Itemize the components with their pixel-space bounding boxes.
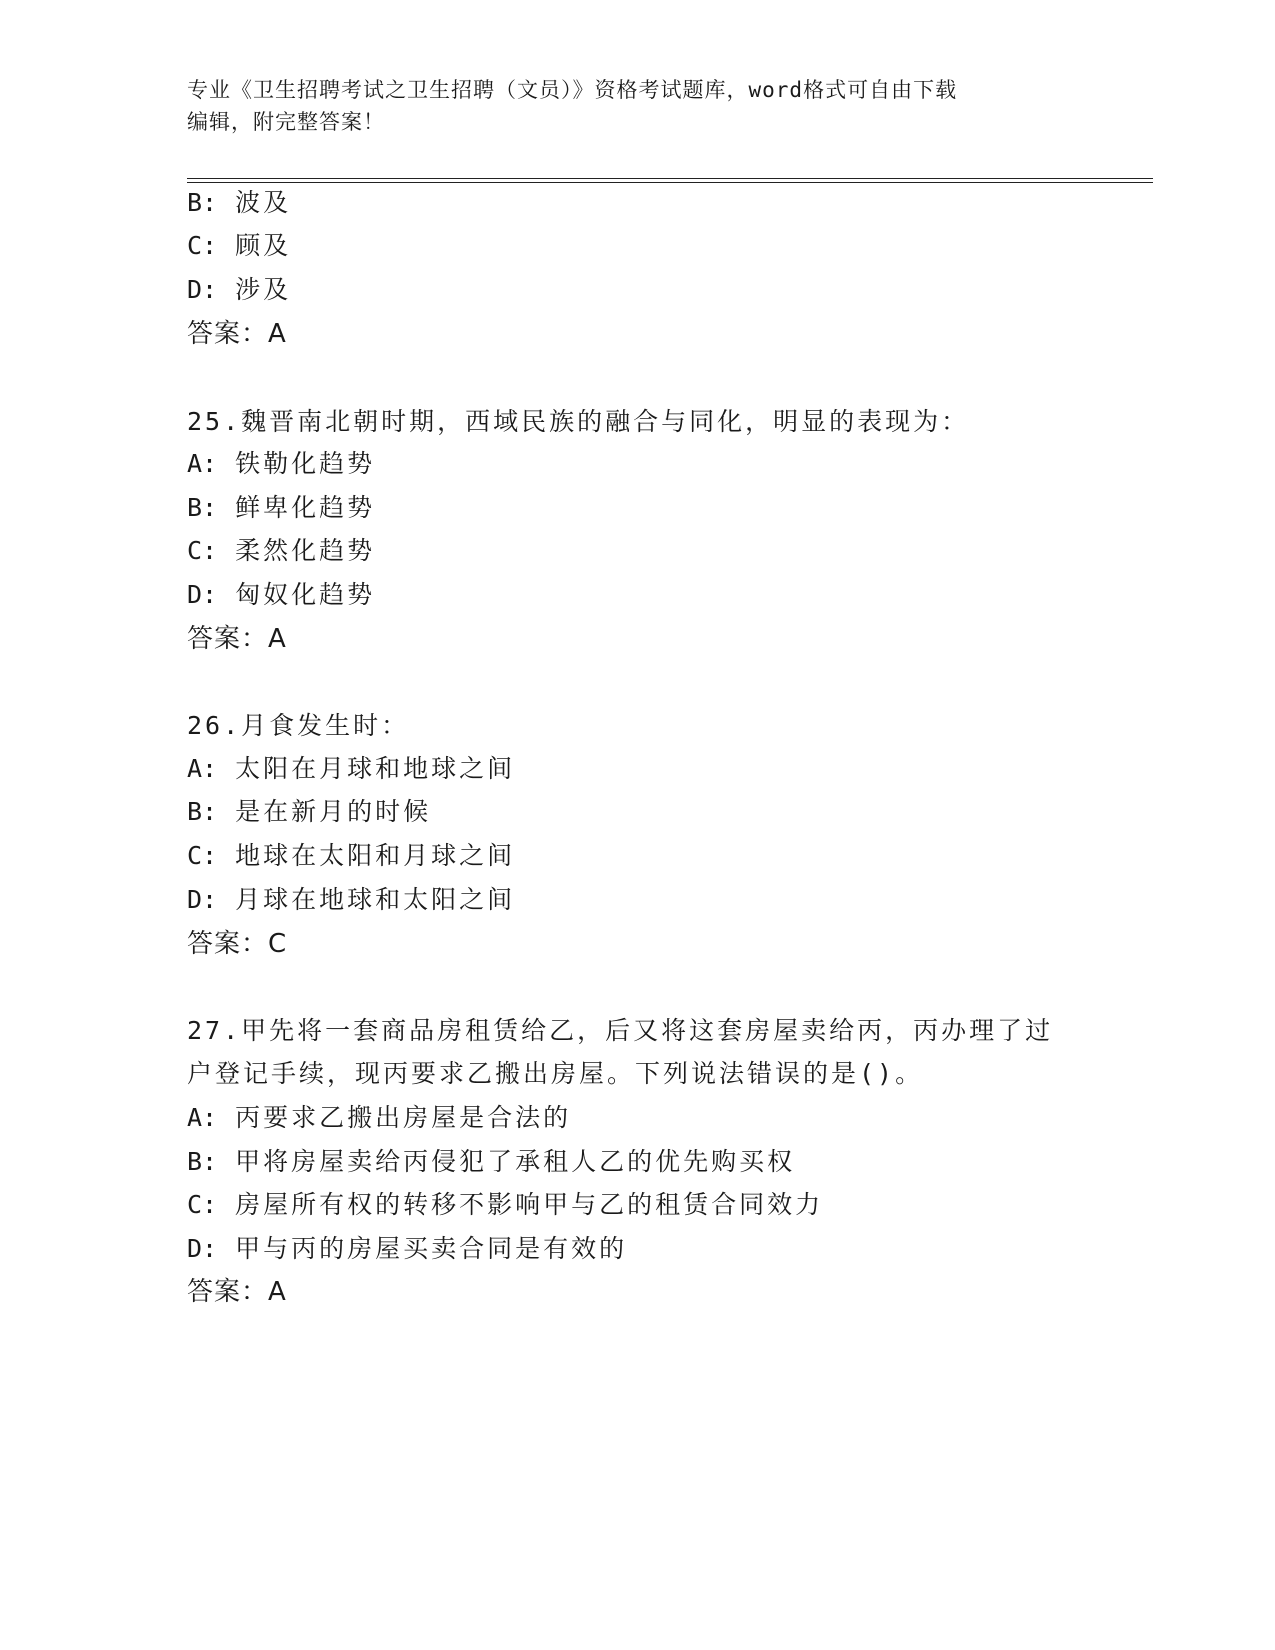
option-text: 甲将房屋卖给丙侵犯了承租人乙的优先购买权 — [235, 1147, 796, 1176]
option-key: A: — [187, 1103, 218, 1132]
option-key: C: — [187, 841, 218, 870]
option-text: 铁勒化趋势 — [235, 449, 376, 478]
option-b — [187, 188, 291, 218]
answer-line: 答案：C — [187, 929, 288, 959]
option-d — [187, 275, 291, 305]
option-a — [187, 449, 375, 479]
question-stem-continued: 户登记手续，现丙要求乙搬出房屋。下列说法错误的是()。 — [187, 1059, 924, 1088]
option-b — [187, 493, 375, 523]
option-text: 涉及 — [235, 275, 292, 304]
question-stem: 25.魏晋南北朝时期，西域民族的融合与同化，明显的表现为： — [187, 407, 970, 436]
option-text: 鲜卑化趋势 — [235, 493, 376, 522]
question-stem: 26.月食发生时： — [187, 711, 410, 740]
option-text: 匈奴化趋势 — [235, 580, 376, 609]
option-key: B: — [187, 797, 218, 826]
option-text: 房屋所有权的转移不影响甲与乙的租赁合同效力 — [235, 1190, 824, 1219]
option-text: 太阳在月球和地球之间 — [235, 754, 516, 783]
option-d — [187, 885, 515, 915]
option-d — [187, 1234, 627, 1264]
header-line-2: 编辑，附完整答案！ — [187, 110, 385, 134]
option-key: B: — [187, 188, 218, 217]
option-key: B: — [187, 1147, 218, 1176]
option-key: C: — [187, 536, 218, 565]
option-b — [187, 797, 431, 827]
answer-line: 答案：A — [187, 1277, 287, 1307]
option-c — [187, 536, 375, 566]
option-text: 是在新月的时候 — [235, 797, 432, 826]
option-text: 甲与丙的房屋买卖合同是有效的 — [235, 1234, 628, 1263]
option-text: 波及 — [235, 188, 292, 217]
header-line-1: 专业《卫生招聘考试之卫生招聘（文员）》资格考试题库，word格式可自由下载 — [187, 78, 958, 102]
option-text: 柔然化趋势 — [235, 536, 376, 565]
option-key: C: — [187, 231, 218, 260]
header-divider-bottom — [187, 182, 1153, 183]
option-c — [187, 1190, 823, 1220]
header-divider-top — [187, 178, 1153, 179]
option-key: C: — [187, 1190, 218, 1219]
option-key: D: — [187, 1234, 218, 1263]
option-c — [187, 841, 515, 871]
answer-line: 答案：A — [187, 319, 287, 349]
page-header — [187, 74, 1087, 138]
option-key: B: — [187, 493, 218, 522]
option-d — [187, 580, 375, 610]
option-a — [187, 754, 515, 784]
option-text: 地球在太阳和月球之间 — [235, 841, 516, 870]
question-stem: 27.甲先将一套商品房租赁给乙，后又将这套房屋卖给丙，丙办理了过 — [187, 1016, 1054, 1045]
option-text: 月球在地球和太阳之间 — [235, 885, 516, 914]
option-text: 顾及 — [235, 231, 292, 260]
option-b — [187, 1147, 795, 1177]
option-a — [187, 1103, 571, 1133]
option-key: A: — [187, 754, 218, 783]
option-key: A: — [187, 449, 218, 478]
option-key: D: — [187, 580, 218, 609]
option-key: D: — [187, 885, 218, 914]
option-c — [187, 231, 291, 261]
option-key: D: — [187, 275, 218, 304]
option-text: 丙要求乙搬出房屋是合法的 — [235, 1103, 572, 1132]
answer-line: 答案：A — [187, 624, 287, 654]
